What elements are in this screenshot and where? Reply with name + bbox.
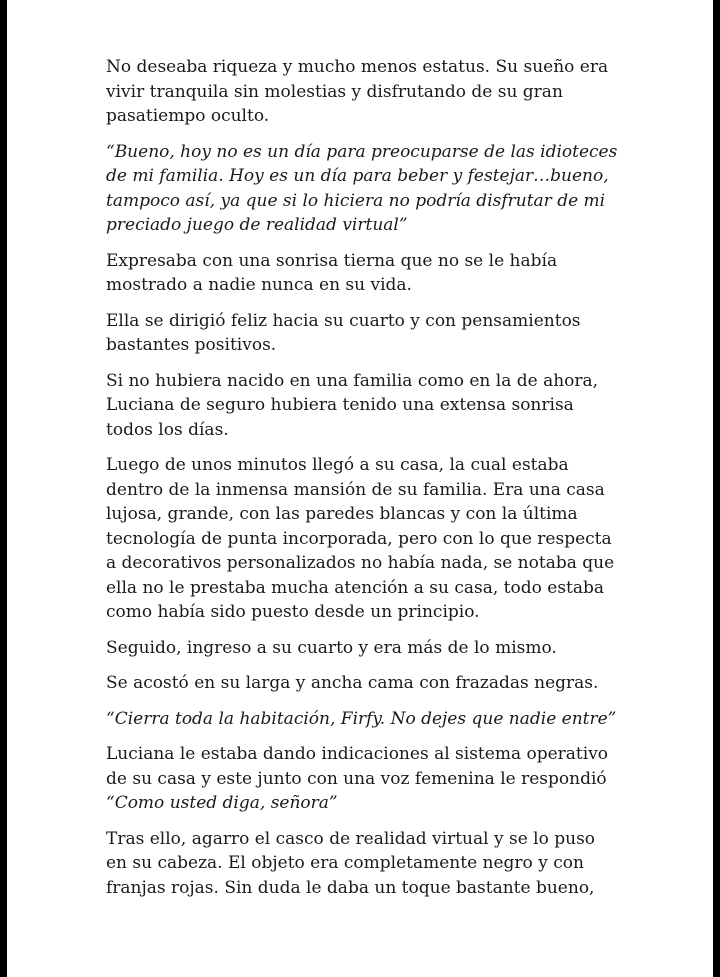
paragraph-8: Se acostó en su larga y ancha cama con frazadas negras.: [106, 673, 599, 693]
paragraph-4: Ella se dirigió feliz hacia su cuarto y con pensamientos bastantes positivos.: [106, 310, 581, 355]
paragraph-10-dialogue: “Como usted diga, señora”: [106, 793, 338, 813]
paragraph-6: Luego de unos minutos llegó a su casa, la cual estaba dentro de la inmensa mansión de su familia. Era una casa lujosa, grande, con las paredes blancas y con la última tecnología de punta incorporada, pero con lo que respecta a decorativos personalizados no había nada, se notaba que ella no le prestaba mucha atención a su casa, todo estaba como había sido puesto desde un principio.: [106, 455, 615, 622]
dialogue-paragraph-2: “Bueno, hoy no es un día para preocuparse de las idioteces de mi familia. Hoy es un día para beber y festejar…bueno, tampoco así, ya que si lo hiciera no podría disfrutar de mi preciado juego de realidad virtual”: [106, 141, 618, 235]
paragraph-10-text: Luciana le estaba dando indicaciones al sistema operativo de su casa y este junto con una voz femenina le respondió: [106, 744, 609, 789]
paragraph-11: Tras ello, agarro el casco de realidad virtual y se lo puso en su cabeza. El objeto era completamente negro y con franjas rojas. Sin duda le daba un toque bastante bueno,: [106, 828, 596, 898]
paragraph-3: Expresaba con una sonrisa tierna que no se le había mostrado a nadie nunca en su vida.: [106, 250, 558, 295]
paragraph-10: [106, 742, 618, 816]
paragraph-5: Si no hubiera nacido en una familia como en la de ahora, Luciana de seguro hubiera tenido una extensa sonrisa todos los días.: [106, 370, 599, 440]
paragraph-7: Seguido, ingreso a su cuarto y era más de lo mismo.: [106, 637, 557, 658]
paragraph-1: No deseaba riqueza y mucho menos estatus. Su sueño era vivir tranquila sin molestias y disfrutando de su gran pasatiempo oculto.: [106, 57, 609, 126]
dialogue-paragraph-9: “Cierra toda la habitación, Firfy. No dejes que nadie entre”: [106, 708, 617, 729]
document-page: [7, 0, 713, 977]
document-body: [106, 55, 618, 911]
